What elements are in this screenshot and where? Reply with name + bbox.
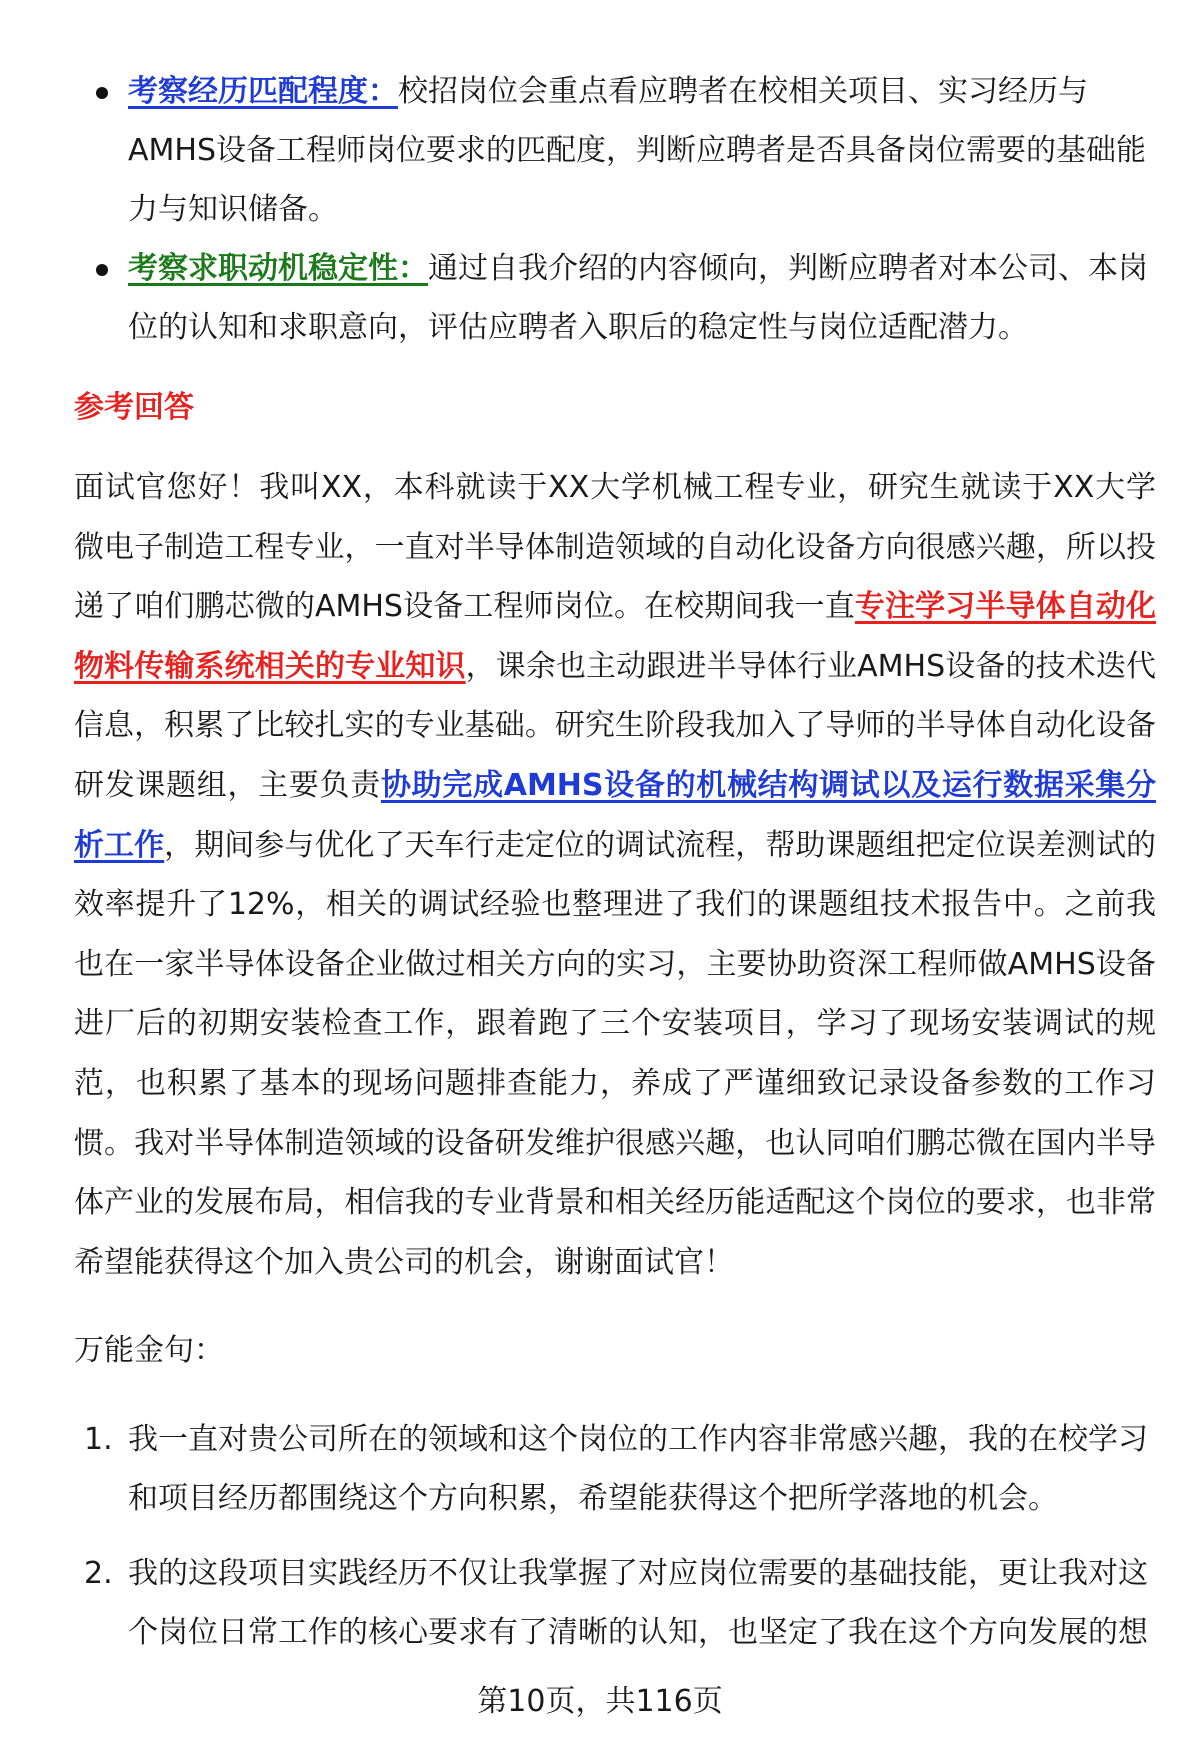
phrase-text: 我一直对贵公司所在的领域和这个岗位的工作内容非常感兴趣，我的在校学习和项目经历都围绕这个方向积累，希望能获得这个把所学落地的机会。 <box>128 1422 1148 1516</box>
phrase-number: 2. <box>84 1556 113 1591</box>
answer-highlight-blue: 协助完成AMHS设备的机械结构调试以及运行数据采集分析工作 <box>74 767 1157 863</box>
criteria-item-experience-match <box>96 62 1156 239</box>
answer-text: 面试官您好！我叫XX，本科就读于XX大学机械工程专业，研究生就读于XX大学微电子制造工程专业，一直对半导体制造领域的自动化设备方向很感兴趣，所以投递了咱们鹏芯微的AMHS设备工程师岗位。在校期间我一直 <box>74 470 1156 625</box>
criteria-list <box>96 62 1156 357</box>
criteria-text: 通过自我介绍的内容倾向，判断应聘者对本公司、本岗位的认知和求职意向，评估应聘者入职后的稳定性与岗位适配潜力。 <box>128 251 1148 345</box>
criteria-keyword: 考察求职动机稳定性： <box>128 251 428 286</box>
phrases-list <box>84 1410 1156 1678</box>
phrase-number: 1. <box>84 1422 113 1457</box>
criteria-keyword: 考察经历匹配程度： <box>128 74 398 109</box>
answer-text: ，课余也主动跟进半导体行业AMHS设备的技术迭代信息，积累了比较扎实的专业基础。研究生阶段我加入了导师的半导体自动化设备研发课题组，主要负责 <box>74 648 1157 803</box>
phrase-text: 我的这段项目实践经历不仅让我掌握了对应岗位需要的基础技能，更让我对这个岗位日常工作的核心要求有了清晰的认知，也坚定了我在这个方向发展的想 <box>128 1556 1148 1650</box>
criteria-text: 校招岗位会重点看应聘者在校相关项目、实习经历与AMHS设备工程师岗位要求的匹配度，判断应聘者是否具备岗位需要的基础能力与知识储备。 <box>128 74 1147 227</box>
phrase-item <box>84 1544 1156 1662</box>
phrase-item <box>84 1410 1156 1528</box>
bullet-dot-icon <box>96 87 108 99</box>
section-heading-reference-answer: 参考回答 <box>74 390 194 425</box>
bullet-dot-icon <box>96 264 108 276</box>
criteria-item-motivation-stability <box>96 239 1156 357</box>
phrases-title: 万能金句： <box>74 1333 224 1368</box>
answer-text: ，期间参与优化了天车行走定位的调试流程，帮助课题组把定位误差测试的效率提升了12%，相关的调试经验也整理进了我们的课题组技术报告中。之前我也在一家半导体设备企业做过相关方向的实习，主要协助资深工程师做AMHS设备进厂后的初期安装检查工作，跟着跑了三个安装项目，学习了现场安装调试的规范，也积累了基本的现场问题排查能力，养成了严谨细致记录设备参数的工作习惯。我对半导体制造领域的设备研发维护很感兴趣，也认同咱们鹏芯微在国内半导体产业的发展布局，相信我的专业背景和相关经历能适配这个岗位的要求，也非常希望能获得这个加入贵公司的机会，谢谢面试官！ <box>74 827 1156 1280</box>
answer-highlight-red: 专注学习半导体自动化物料传输系统相关的专业知识 <box>74 589 1156 684</box>
reference-answer-paragraph <box>74 458 1156 1292</box>
page-footer: 第10页，共116页 <box>477 1684 723 1719</box>
